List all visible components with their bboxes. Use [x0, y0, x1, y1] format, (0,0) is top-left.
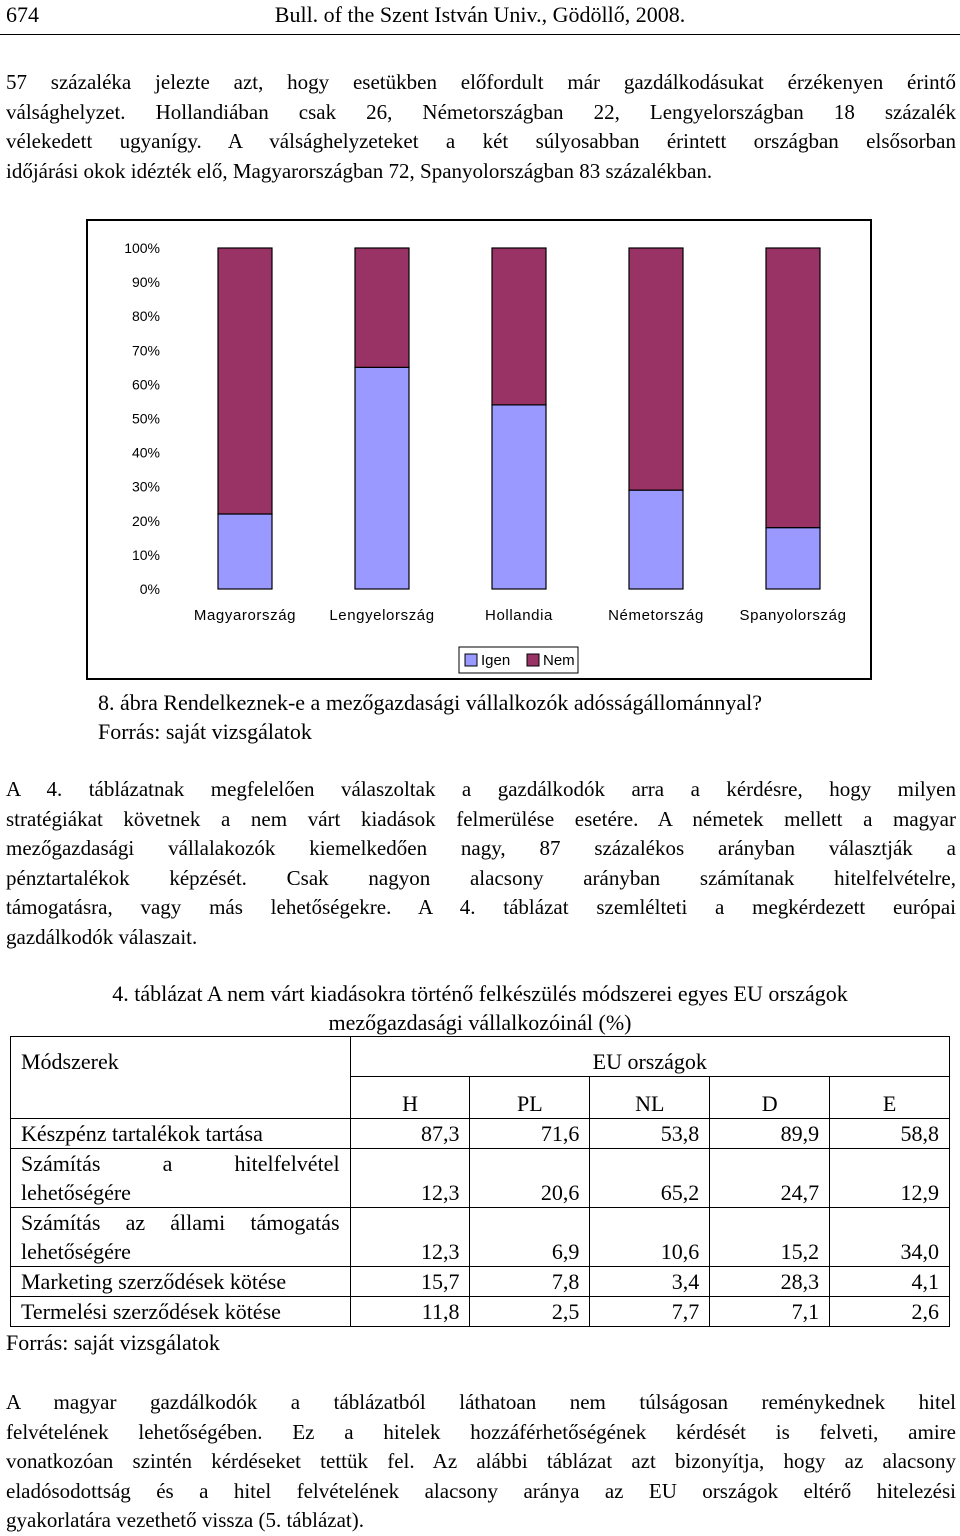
- cell-value: 87,3: [350, 1119, 470, 1149]
- row-label: Marketing szerződések kötése: [11, 1267, 351, 1297]
- text-line: A magyar gazdálkodók a táblázatból láthatoan nem túlságosan reménykednek hitel: [6, 1390, 956, 1414]
- legend-label: Nem: [543, 652, 575, 669]
- row-label-line: lehetőségére: [21, 1180, 131, 1205]
- cell-value: 24,7: [710, 1149, 830, 1208]
- cell-value: 15,2: [710, 1208, 830, 1267]
- x-category-label: Németország: [608, 607, 704, 624]
- table-row: [11, 1208, 950, 1267]
- y-tick-label: 10%: [131, 546, 160, 563]
- header-country: H: [350, 1077, 470, 1119]
- table-row: [11, 1267, 950, 1297]
- x-category-label: Spanyolország: [739, 607, 847, 624]
- running-header: [0, 0, 960, 35]
- cell-value: 7,7: [590, 1297, 710, 1327]
- header-country: E: [830, 1077, 950, 1119]
- x-category-label: Lengyelország: [329, 607, 435, 624]
- row-label-line: lehetőségére: [21, 1239, 131, 1264]
- paragraph-strategies: [6, 775, 956, 952]
- row-label: Termelési szerződések kötése: [11, 1297, 351, 1327]
- cell-value: 12,3: [350, 1208, 470, 1267]
- cell-value: 89,9: [710, 1119, 830, 1149]
- text-line: eladósodottság és a hitel felvételének alacsony aránya az EU országok eltérő hitelezési: [6, 1478, 956, 1503]
- cell-value: 11,8: [350, 1297, 470, 1327]
- figure-source: Forrás: saját vizsgálatok: [98, 719, 312, 744]
- bar-segment-igen: [218, 514, 272, 589]
- cell-value: 65,2: [590, 1149, 710, 1208]
- cell-value: 34,0: [830, 1208, 950, 1267]
- y-tick-label: 80%: [131, 308, 160, 325]
- legend-label: Igen: [481, 652, 511, 669]
- paragraph-intro: [6, 68, 956, 186]
- text-line: gazdálkodók válaszait.: [6, 924, 198, 949]
- legend-swatch: [465, 654, 477, 666]
- header-country: D: [710, 1077, 830, 1119]
- text-line: válsághelyzet. Hollandiában csak 26, Németországban 22, Lengyelországban 18 százalék: [6, 99, 956, 124]
- page-number: 674: [6, 2, 39, 27]
- table-source: Forrás: saját vizsgálatok: [6, 1330, 220, 1355]
- cell-value: 6,9: [470, 1208, 590, 1267]
- y-tick-label: 0%: [139, 581, 160, 597]
- bar-segment-igen: [766, 528, 820, 589]
- row-label-line: Számítás a hitelfelvétel: [21, 1151, 340, 1176]
- table-caption-cont: mezőgazdasági vállalkozóinál (%): [328, 1010, 632, 1035]
- x-category-label: Magyarország: [193, 607, 297, 624]
- cell-value: 28,3: [710, 1267, 830, 1297]
- bar-segment-nem: [218, 248, 272, 514]
- header-country: NL: [590, 1077, 710, 1119]
- stacked-bar-chart: [88, 221, 870, 678]
- bar-segment-nem: [355, 248, 409, 367]
- cell-value: 12,3: [350, 1149, 470, 1208]
- row-label: [11, 1208, 351, 1267]
- figure-caption: 8. ábra Rendelkeznek-e a mezőgazdasági vállalkozók adósságállománnyal?: [98, 690, 762, 715]
- header-eu-countries: EU országok: [350, 1037, 949, 1077]
- x-category-label: Hollandia: [485, 607, 553, 624]
- text-line: támogatásra, vagy más lehetőségekre. A 4. táblázat szemlélteti a megkérdezett európai: [6, 895, 956, 919]
- figure-8-chart: [86, 219, 872, 680]
- bar-segment-nem: [629, 248, 683, 490]
- cell-value: 2,5: [470, 1297, 590, 1327]
- row-label-line: Számítás az állami támogatás: [21, 1210, 340, 1235]
- cell-value: 71,6: [470, 1119, 590, 1149]
- methods-table: [10, 1036, 950, 1327]
- y-tick-label: 50%: [131, 410, 160, 427]
- cell-value: 12,9: [830, 1149, 950, 1208]
- cell-value: 58,8: [830, 1119, 950, 1149]
- table-row: [11, 1149, 950, 1208]
- legend-swatch: [527, 654, 539, 666]
- bar-segment-nem: [766, 248, 820, 528]
- cell-value: 53,8: [590, 1119, 710, 1149]
- table-row: [11, 1297, 950, 1327]
- cell-value: 15,7: [350, 1267, 470, 1297]
- cell-value: 7,8: [470, 1267, 590, 1297]
- bar-segment-igen: [492, 405, 546, 589]
- header-methods: Módszerek: [11, 1037, 351, 1119]
- row-label: Készpénz tartalékok tartása: [11, 1119, 351, 1149]
- cell-value: 7,1: [710, 1297, 830, 1327]
- table-caption: 4. táblázat A nem várt kiadásokra történő felkészülés módszerei egyes EU országok: [112, 981, 848, 1006]
- text-line: vélekedett ugyanígy. A válsághelyzeteket a két súlyosabban érintett országban elsősorban: [6, 129, 956, 153]
- header-country: PL: [470, 1077, 590, 1119]
- y-tick-label: 90%: [131, 274, 160, 291]
- cell-value: 10,6: [590, 1208, 710, 1267]
- cell-value: 4,1: [830, 1267, 950, 1297]
- y-tick-label: 40%: [131, 444, 160, 461]
- cell-value: 20,6: [470, 1149, 590, 1208]
- y-tick-label: 60%: [131, 376, 160, 393]
- y-tick-label: 70%: [131, 342, 160, 359]
- journal-title: Bull. of the Szent István Univ., Gödöllő, 2008.: [274, 2, 686, 27]
- text-line: időjárási okok idézték elő, Magyarországban 72, Spanyolországban 83 százalékban.: [6, 158, 713, 183]
- text-line: mezőgazdasági vállalakozók kiemelkedően nagy, 87 százalékos arányban választják a: [6, 836, 956, 860]
- text-line: A 4. táblázatnak megfelelően válaszoltak a gazdálkodók arra a kérdésre, hogy milyen: [6, 777, 956, 801]
- bar-segment-nem: [492, 248, 546, 405]
- paragraph-credit: [6, 1388, 956, 1536]
- text-line: vonatkozóan szintén kérdéseket tettük fel. Az alábbi táblázat azt bizonyítja, hogy az alacsony: [6, 1449, 956, 1473]
- table-row: [11, 1119, 950, 1149]
- text-line: stratégiákat követnek a nem várt kiadások felmerülése esetére. A németek mellett a magyar: [6, 806, 956, 831]
- bar-segment-igen: [355, 367, 409, 589]
- text-line: pénztartalékok képzését. Csak nagyon alacsony arányban számítanak hitelfelvételre,: [6, 865, 956, 890]
- cell-value: 2,6: [830, 1297, 950, 1327]
- y-tick-label: 30%: [131, 478, 160, 495]
- y-tick-label: 100%: [124, 240, 160, 256]
- bar-segment-igen: [629, 490, 683, 589]
- row-label: [11, 1149, 351, 1208]
- y-tick-label: 20%: [131, 512, 160, 529]
- text-line: 57 százaléka jelezte azt, hogy esetükben előfordult már gazdálkodásukat érzékenyen érintő: [6, 70, 956, 94]
- cell-value: 3,4: [590, 1267, 710, 1297]
- text-line: felvételének lehetőségében. Ez a hitelek hozzáférhetőségének kérdését is felveti, amire: [6, 1419, 956, 1444]
- text-line: gyakorlatára vezethető vissza (5. táblázat).: [6, 1508, 364, 1532]
